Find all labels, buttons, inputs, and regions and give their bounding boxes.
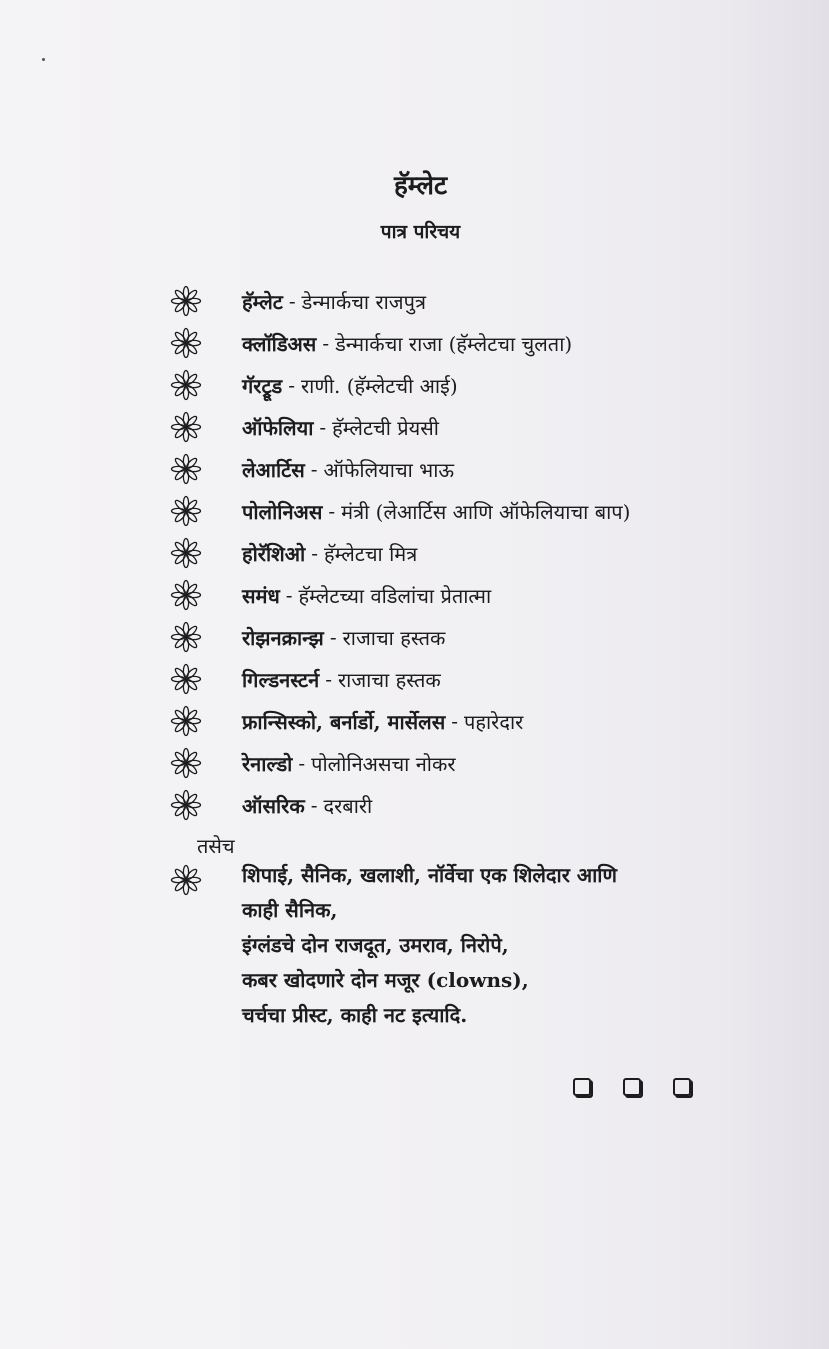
character-item (170, 658, 790, 700)
extra-line: कबर खोदणारे दोन मजूर (clowns), (242, 968, 529, 992)
character-name: होरॅशिओ (242, 541, 306, 566)
character-name: ऑफेलिया (242, 415, 314, 440)
character-name: हॅम्लेट (242, 289, 283, 314)
character-item (170, 448, 790, 490)
flower-bullet-icon (170, 789, 202, 821)
name-separator: - (288, 373, 295, 397)
flower-bullet-icon (170, 453, 202, 485)
extra-line: चर्चचा प्रीस्ट, काही नट इत्यादि. (242, 1003, 468, 1027)
character-description: ऑफेलियाचा भाऊ (323, 457, 455, 482)
character-description: डेन्मार्कचा राजा (हॅम्लेटचा चुलता) (335, 331, 573, 356)
character-item (170, 742, 790, 784)
flower-bullet-icon (170, 285, 202, 317)
character-name: रोझनक्रान्झ (242, 625, 324, 650)
character-description: दरबारी (323, 793, 373, 818)
extra-line: इंग्लंडचे दोन राजदूत, उमराव, निरोपे, (242, 933, 509, 957)
name-separator: - (329, 625, 337, 649)
box-mark-icon (573, 1078, 591, 1096)
character-item (170, 616, 790, 658)
character-item (170, 322, 790, 364)
extra-line: शिपाई, सैनिक, खलाशी, नॉर्वेचा एक शिलेदार आणि (242, 863, 617, 887)
extra-lines (242, 858, 617, 1033)
name-separator: - (310, 793, 318, 817)
name-separator: - (319, 415, 327, 439)
character-item (170, 280, 790, 322)
character-item (170, 364, 790, 406)
flower-bullet-icon (170, 495, 202, 527)
character-list (170, 280, 790, 826)
flower-bullet-icon (170, 369, 202, 401)
page-subtitle: पात्र परिचय (380, 221, 461, 243)
also-label: तसेच (197, 834, 235, 858)
name-separator: - (288, 289, 296, 313)
character-name: लेआर्टिस (242, 457, 305, 482)
flower-bullet-icon (170, 411, 202, 443)
name-separator: - (298, 751, 306, 775)
character-description: राणी. (हॅम्लेटची आई) (301, 373, 458, 398)
name-separator: - (451, 709, 458, 733)
flower-bullet-icon (170, 327, 202, 359)
character-description: डेन्मार्कचा राजपुत्र (301, 289, 427, 314)
character-item (170, 574, 790, 616)
character-description: मंत्री (लेआर्टिस आणि ऑफेलियाचा बाप) (341, 499, 631, 524)
character-description: पहारेदार (464, 709, 524, 734)
flower-bullet-icon (170, 705, 202, 737)
extra-characters (170, 858, 617, 1033)
name-separator: - (285, 583, 293, 607)
character-name: गॅरट्रूड (242, 373, 283, 398)
character-name: समंध (242, 583, 280, 608)
box-mark-icon (623, 1078, 641, 1096)
name-separator: - (310, 457, 318, 481)
name-separator: - (311, 541, 318, 565)
flower-bullet-icon (170, 621, 202, 653)
character-description: पोलोनिअसचा नोकर (311, 751, 456, 776)
box-mark-icon (673, 1078, 691, 1096)
page-title: हॅम्लेट (393, 171, 448, 201)
character-name: पोलोनिअस (242, 499, 323, 524)
character-item (170, 490, 790, 532)
character-item (170, 700, 790, 742)
flower-bullet-icon (170, 747, 202, 779)
character-name: ऑसरिक (242, 793, 305, 818)
character-name: फ्रान्सिस्को, बर्नार्डो, मार्सेलस (242, 709, 446, 734)
paper-speck (42, 58, 45, 61)
name-separator: - (325, 667, 332, 691)
character-name: क्लॉडिअस (242, 331, 317, 356)
name-separator: - (322, 331, 330, 355)
character-description: राजाचा हस्तक (337, 667, 441, 692)
character-description: हॅम्लेटची प्रेयसी (332, 415, 439, 440)
flower-bullet-icon (170, 579, 202, 611)
flower-bullet-icon (170, 537, 202, 569)
character-name: गिल्डनस्टर्न (242, 667, 320, 692)
character-name: रेनाल्डो (242, 751, 293, 776)
end-marks (573, 1078, 691, 1096)
extra-line: काही सैनिक, (242, 898, 338, 922)
character-description: राजाचा हस्तक (342, 625, 446, 650)
name-separator: - (328, 499, 336, 523)
character-description: हॅम्लेटच्या वडिलांचा प्रेतात्मा (298, 583, 492, 608)
character-item (170, 532, 790, 574)
flower-bullet-icon (170, 864, 202, 896)
flower-bullet-icon (170, 663, 202, 695)
character-description: हॅम्लेटचा मित्र (324, 541, 418, 566)
character-item (170, 784, 790, 826)
character-item (170, 406, 790, 448)
